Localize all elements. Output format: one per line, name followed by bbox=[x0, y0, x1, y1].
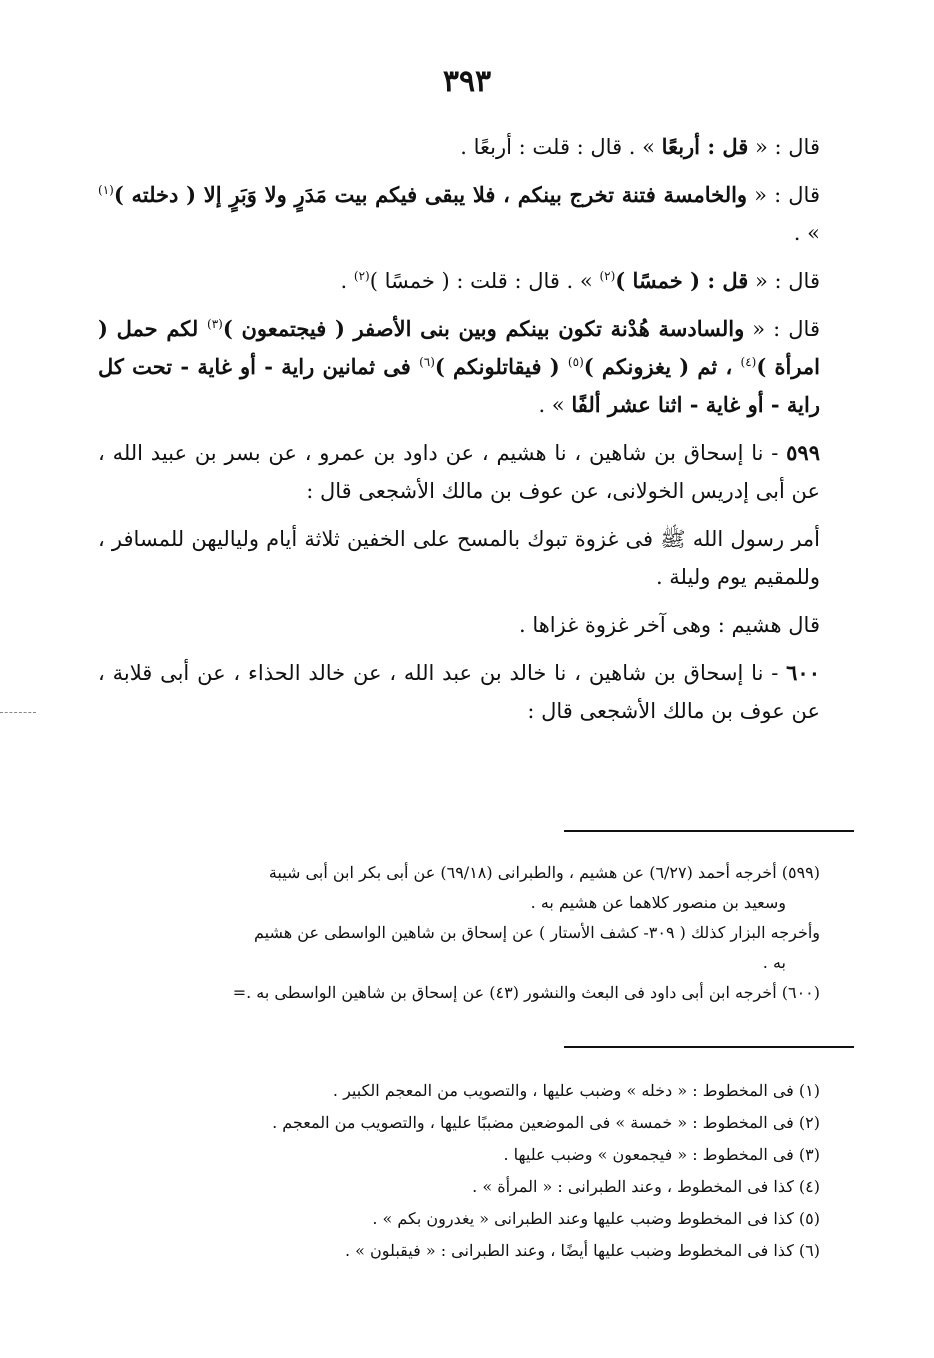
reference-line: (٦٠٠) أخرجه ابن أبى داود فى البعث والنشور (٤٣) عن إسحاق بن شاهين الواسطى به .= bbox=[232, 983, 820, 1002]
footnotes bbox=[98, 1076, 820, 1268]
footnote-ref: (٢) bbox=[353, 269, 370, 283]
footnote-ref: (٤) bbox=[740, 355, 757, 369]
footnotes-divider bbox=[564, 1046, 854, 1048]
footnote: (٤) كذا فى المخطوط ، وعند الطبرانى : « المرأة » . bbox=[472, 1177, 820, 1196]
footnote-ref: (١) bbox=[98, 183, 114, 197]
margin-mark bbox=[0, 712, 36, 713]
footnote-ref: (٣) bbox=[207, 317, 223, 331]
paragraph-4: قال : « والسادسة هُدْنة تكون بينكم وبين بنى الأصفر ( فيجتمعون )$^{(٣)}$ لكم حمل ( امرأة )$^{(٤)}$ ، ثم ( يغزونكم )$^{(٥)}$ ( فيقاتلونكم )$^{(٦)}$ فى ثمانين راية - أو غاية - تحت كل راية - أو غاية - اثنا عشر ألفًا » . bbox=[98, 316, 821, 417]
references-divider bbox=[564, 830, 854, 832]
footnote: (١) فى المخطوط : « دخله » وضبب عليها ، والتصويب من المعجم الكبير . bbox=[332, 1081, 820, 1100]
references bbox=[98, 858, 820, 1008]
paragraph-2: قال : « والخامسة فتنة تخرج بينكم ، فلا يبقى فيكم بيت مَدَرٍ ولا وَبَرٍ إلا ( دخلته )$^{(١)}$ » . bbox=[98, 182, 820, 245]
page-number: ٣٩٣ bbox=[442, 64, 492, 99]
footnote-ref: (٢) bbox=[599, 269, 616, 283]
footnote: (٣) فى المخطوط : « فيجمعون » وضبب عليها . bbox=[503, 1145, 820, 1164]
reference-line: وسعيد بن منصور كلاهما عن هشيم به . bbox=[530, 893, 786, 912]
hadith-599-isnad: ٥٩٩ - نا إسحاق بن شاهين ، نا هشيم ، عن داود بن عمرو ، عن بسر بن عبيد الله ، عن أبى إدريس الخولانى، عن عوف بن مالك الأشجعى قال : bbox=[98, 440, 820, 503]
reference-line: (٥٩٩) أخرجه أحمد (٦/٢٧) عن هشيم ، والطبرانى (٦٩/١٨) عن أبى بكر ابن أبى شيبة bbox=[268, 863, 820, 882]
hadith-600-isnad: ٦٠٠ - نا إسحاق بن شاهين ، نا خالد بن عبد الله ، عن خالد الحذاء ، عن أبى قلابة ، عن عوف بن مالك الأشجعى قال : bbox=[98, 660, 820, 723]
hushaym-comment: قال هشيم : وهى آخر غزوة غزاها . bbox=[518, 613, 820, 637]
paragraph-1: قال : « قل : أربعًا » . قال : قلت : أربعًا . bbox=[460, 134, 820, 159]
main-text bbox=[98, 128, 820, 740]
hadith-599-text: أمر رسول الله ﷺ فى غزوة تبوك بالمسح على الخفين ثلاثة أيام ولياليهن للمسافر ، وللمقيم يوم وليلة . bbox=[98, 527, 820, 589]
reference-line: وأخرجه البزار كذلك ( ٣٠٩- كشف الأستار ) عن إسحاق بن شاهين الواسطى عن هشيم bbox=[254, 923, 820, 942]
footnote-ref: (٦) bbox=[419, 355, 435, 369]
paragraph-3: قال : « قل : ( خمسًا )$^{(٢)}$ » . قال : قلت : ( خمسًا )$^{(٢)}$ . bbox=[340, 268, 820, 293]
footnote: (٥) كذا فى المخطوط وضبب عليها وعند الطبرانى « يغدرون بكم » . bbox=[372, 1209, 820, 1228]
hadith-number: ٦٠٠ bbox=[786, 660, 820, 685]
hadith-number: ٥٩٩ bbox=[786, 440, 820, 465]
footnote-ref: (٥) bbox=[567, 355, 584, 369]
footnote: (٢) فى المخطوط : « خمسة » فى الموضعين مضببًا عليها ، والتصويب من المعجم . bbox=[272, 1113, 820, 1132]
footnote: (٦) كذا فى المخطوط وضبب عليها أيضًا ، وعند الطبرانى : « فيقبلون » . bbox=[344, 1241, 820, 1260]
reference-line: به . bbox=[762, 953, 786, 972]
